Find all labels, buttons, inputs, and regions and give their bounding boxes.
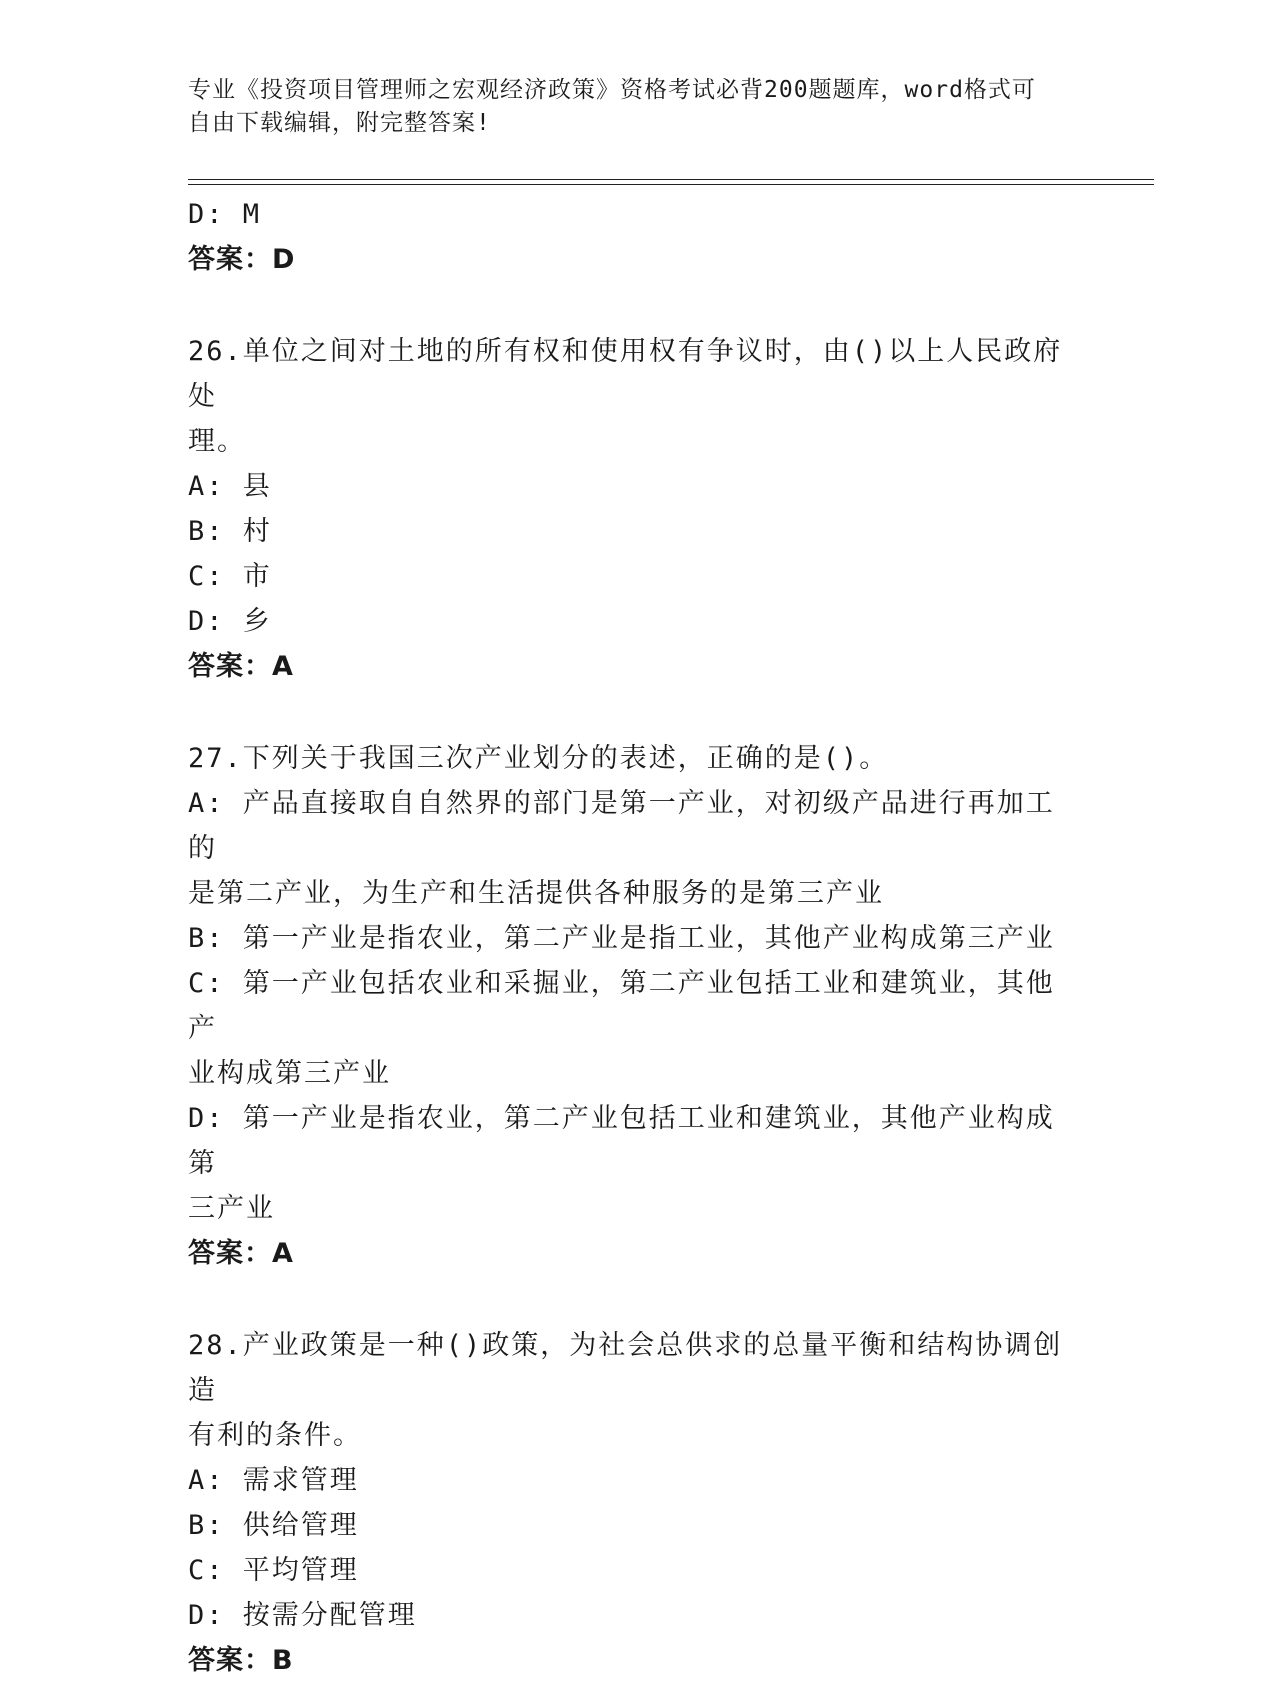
option-d: D: 乡 [188, 606, 272, 637]
option-b: B: 第一产业是指农业，第二产业是指工业，其他产业构成第三产业 [188, 923, 1055, 954]
option-a-cont: 是第二产业，为生产和生活提供各种服务的是第三产业 [188, 878, 884, 909]
option-a: A: 需求管理 [188, 1465, 359, 1496]
question-stem: 理。 [188, 426, 246, 457]
question-27 [188, 736, 1078, 1276]
option-c-cont: 业构成第三产业 [188, 1058, 391, 1089]
answer: 答案：A [188, 651, 294, 682]
option-d-cont: 三产业 [188, 1193, 275, 1224]
header-line-2: 自由下载编辑，附完整答案! [188, 110, 491, 136]
option-d: D: 第一产业是指农业，第二产业包括工业和建筑业，其他产业构成第 [188, 1103, 1055, 1179]
question-28 [188, 1323, 1078, 1683]
option-d: D: 按需分配管理 [188, 1600, 417, 1631]
question-stem: 有利的条件。 [188, 1420, 362, 1451]
answer: 答案：A [188, 1238, 294, 1269]
option-b: B: 村 [188, 516, 272, 547]
answer: 答案：B [188, 1645, 294, 1676]
prev-option-d: D: M [188, 199, 262, 230]
option-c: C: 第一产业包括农业和采掘业，第二产业包括工业和建筑业，其他产 [188, 968, 1055, 1044]
page-header [188, 74, 1068, 140]
option-a: A: 产品直接取自自然界的部门是第一产业，对初级产品进行再加工的 [188, 788, 1055, 864]
question-stem: 26.单位之间对土地的所有权和使用权有争议时，由()以上人民政府处 [188, 336, 1063, 412]
question-26 [188, 329, 1078, 689]
header-line-1: 专业《投资项目管理师之宏观经济政策》资格考试必背200题题库，word格式可 [188, 77, 1036, 103]
header-divider-top [188, 179, 1154, 180]
question-content [188, 192, 1078, 1683]
option-a: A: 县 [188, 471, 272, 502]
question-stem: 28.产业政策是一种()政策，为社会总供求的总量平衡和结构协调创造 [188, 1330, 1063, 1406]
prev-answer: 答案：D [188, 244, 296, 275]
header-divider-bottom [188, 184, 1154, 185]
question-stem: 27.下列关于我国三次产业划分的表述，正确的是()。 [188, 743, 889, 774]
option-c: C: 市 [188, 561, 272, 592]
option-c: C: 平均管理 [188, 1555, 359, 1586]
option-b: B: 供给管理 [188, 1510, 359, 1541]
